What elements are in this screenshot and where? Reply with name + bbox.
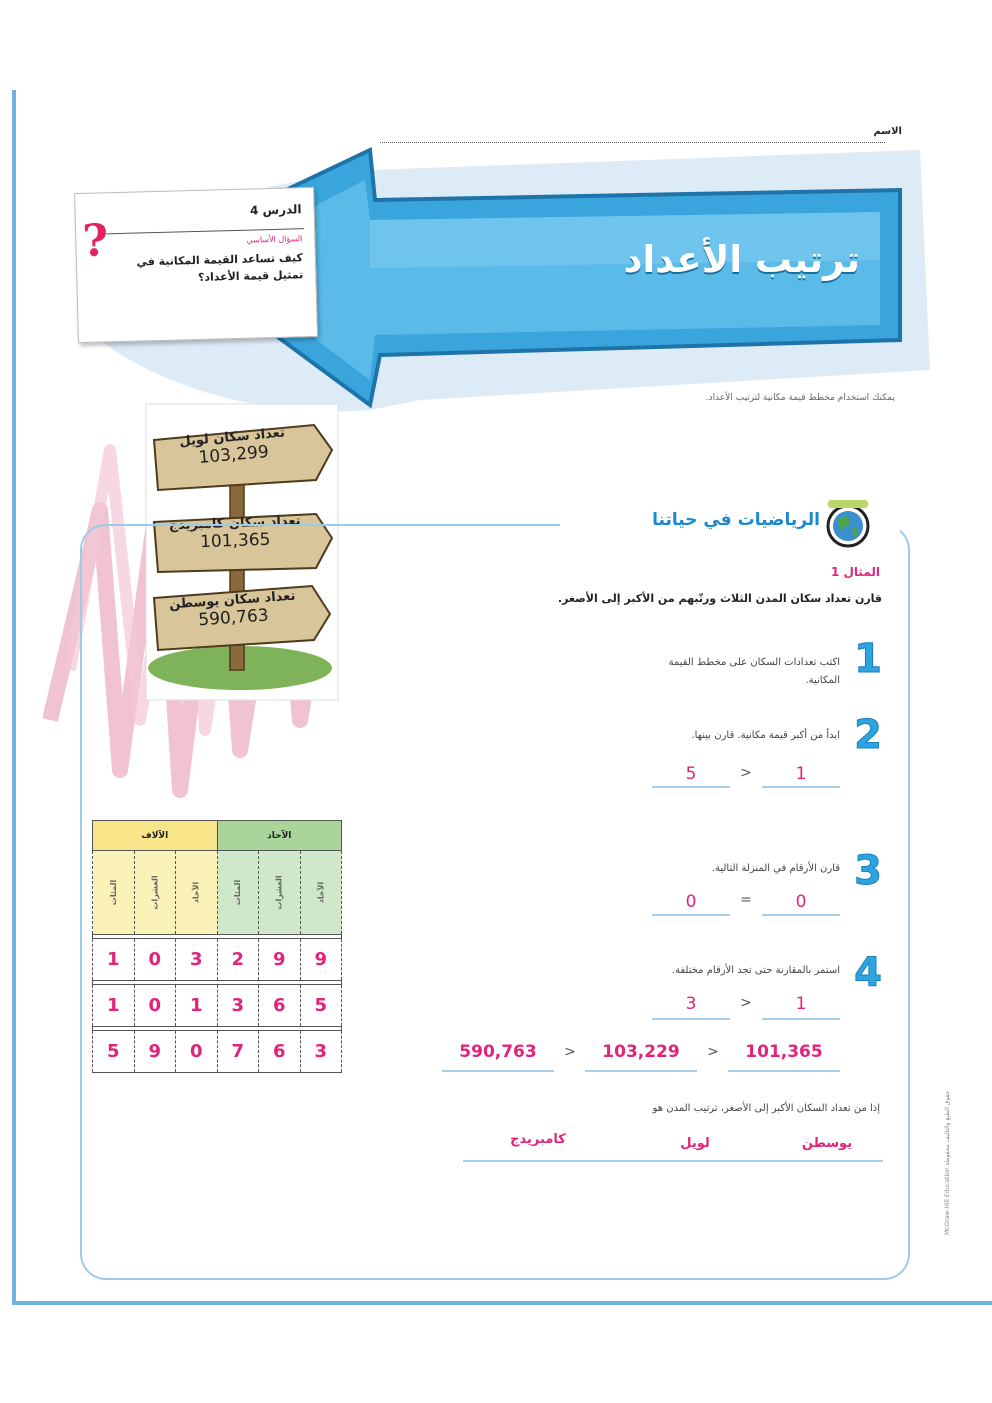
table-row bbox=[93, 985, 342, 1027]
cell[interactable]: 9 bbox=[259, 939, 301, 981]
cell[interactable]: 1 bbox=[93, 985, 135, 1027]
sign-cambridge-title: تعداد سكان كامبريدج bbox=[168, 513, 301, 534]
lesson-card bbox=[74, 187, 318, 343]
step-4-value-left: 3 bbox=[685, 994, 697, 1014]
page-frame-left bbox=[12, 90, 16, 1305]
essential-question-label: السؤال الأساسي bbox=[246, 234, 303, 245]
step-3-value-right: 0 bbox=[795, 892, 807, 912]
table-row bbox=[93, 939, 342, 981]
cell[interactable]: 2 bbox=[217, 939, 259, 981]
result-value-1: 590,763 bbox=[459, 1042, 537, 1062]
cell[interactable]: 3 bbox=[300, 1031, 342, 1073]
step-3-text: قارن الأرقام في المنزلة التالية. bbox=[711, 863, 840, 874]
step-4-text: استمر بالمقارنة حتى تجد الأرقام مختلفة. bbox=[671, 965, 840, 976]
cell[interactable]: 0 bbox=[134, 939, 176, 981]
step-2-value-left: 5 bbox=[685, 764, 697, 784]
step-2-number: 2 bbox=[854, 712, 882, 758]
cell[interactable]: 6 bbox=[259, 985, 301, 1027]
sign-lowell-title: تعداد سكان لويل bbox=[178, 425, 286, 450]
sign-boston-number: 590,763 bbox=[197, 605, 270, 631]
cell[interactable]: 3 bbox=[176, 939, 218, 981]
cell[interactable]: 5 bbox=[93, 1031, 135, 1073]
section-title: الرياضيات في حياتنا bbox=[652, 510, 820, 530]
lesson-objective: يمكنك استخدام مخطط قيمة مكانية لترتيب الأعداد. bbox=[705, 393, 895, 403]
cell[interactable]: 9 bbox=[134, 1031, 176, 1073]
group-thousands: الآلاف bbox=[93, 821, 218, 851]
page-frame-bottom bbox=[12, 1301, 992, 1305]
cell[interactable]: 7 bbox=[217, 1031, 259, 1073]
conclusion-text: إذا من تعداد السكان الأكبر إلى الأصغر، ترتيب المدن هو bbox=[652, 1103, 880, 1114]
cell[interactable]: 1 bbox=[93, 939, 135, 981]
cell[interactable]: 1 bbox=[176, 985, 218, 1027]
city-3: كامبريدج bbox=[510, 1132, 566, 1147]
col-ones-tens: العشرات bbox=[259, 851, 301, 935]
cell[interactable]: 3 bbox=[217, 985, 259, 1027]
step-2-text: ابدأ من أكبر قيمة مكانية. قارن بينها. bbox=[691, 730, 840, 741]
cell[interactable]: 6 bbox=[259, 1031, 301, 1073]
sign-boston-title: تعداد سكان يوسطن bbox=[168, 588, 296, 613]
step-3-value-left: 0 bbox=[685, 892, 697, 912]
cell[interactable]: 0 bbox=[134, 985, 176, 1027]
question-mark-icon: ? bbox=[81, 215, 109, 267]
step-1-text: اكتب تعدادات السكان على مخطط القيمة المكانية. bbox=[668, 657, 840, 686]
step-4-value-right: 1 bbox=[795, 994, 807, 1014]
sign-cambridge-number: 101,365 bbox=[199, 529, 271, 553]
result-value-2: 103,229 bbox=[602, 1042, 680, 1062]
result-value-3: 101,365 bbox=[745, 1042, 823, 1062]
cell[interactable]: 5 bbox=[300, 985, 342, 1027]
result-symbol-2: > bbox=[707, 1044, 719, 1060]
page-title: ترتيب الأعداد bbox=[623, 238, 860, 281]
col-thousands-hundreds: المئات bbox=[93, 851, 135, 935]
result-symbol-1: > bbox=[564, 1044, 576, 1060]
step-1-number: 1 bbox=[854, 636, 882, 682]
step-3-number: 3 bbox=[854, 848, 882, 894]
city-order-line[interactable] bbox=[463, 1160, 883, 1162]
city-2: لويل bbox=[680, 1136, 710, 1151]
name-label: الاسم bbox=[873, 126, 902, 137]
col-thousands-tens: العشرات bbox=[134, 851, 176, 935]
essential-question: كيف تساعد القيمة المكانية في تمثيل قيمة الأعداد؟ bbox=[136, 251, 304, 284]
city-1: يوسطن bbox=[801, 1136, 853, 1151]
cell[interactable]: 0 bbox=[176, 1031, 218, 1073]
example-label: المثال 1 bbox=[830, 565, 880, 579]
step-3-symbol: = bbox=[740, 892, 752, 908]
cell[interactable]: 9 bbox=[300, 939, 342, 981]
col-thousands-ones: الآحاد bbox=[176, 851, 218, 935]
globe-icon bbox=[820, 496, 876, 552]
sign-lowell-number: 103,299 bbox=[197, 441, 270, 468]
lesson-card-rule bbox=[106, 228, 304, 234]
copyright-credit: McGraw-Hill Education حقوق الطبع والتأليف محفوظة bbox=[944, 1090, 951, 1235]
example-prompt: قارن تعداد سكان المدن الثلاث ورتّبهم من الأكبر إلى الأصغر. bbox=[557, 592, 882, 605]
place-value-chart bbox=[92, 820, 342, 1073]
group-ones: الآحاد bbox=[217, 821, 342, 851]
col-ones-ones: الآحاد bbox=[300, 851, 342, 935]
col-ones-hundreds: المئات bbox=[217, 851, 259, 935]
step-2-symbol: > bbox=[740, 765, 752, 781]
table-row bbox=[93, 1031, 342, 1073]
step-2-value-right: 1 bbox=[795, 764, 807, 784]
step-4-symbol: > bbox=[740, 995, 752, 1011]
step-4-number: 4 bbox=[854, 950, 882, 996]
lesson-number: الدرس 4 bbox=[249, 202, 302, 218]
